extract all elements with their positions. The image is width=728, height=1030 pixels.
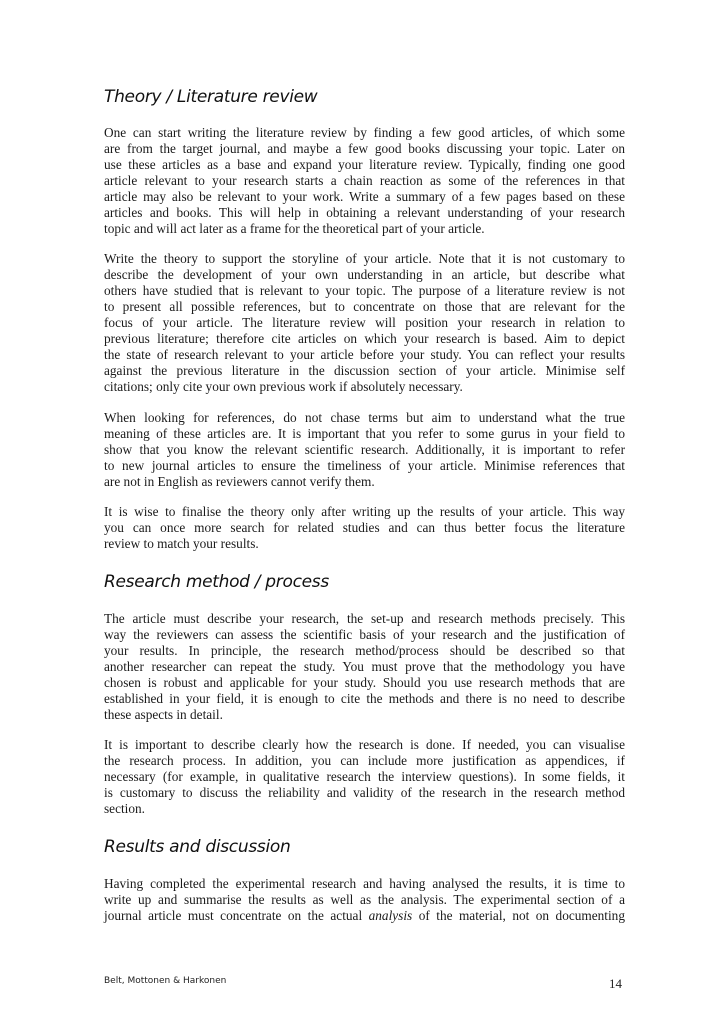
text-line: article relevant to your research starts a chain reaction as some of the references in that xyxy=(104,173,625,188)
text-line: citations; only cite your own previous work if absolutely necessary. xyxy=(104,379,463,394)
text-line: articles and books. This will help in obtaining a relevant understanding of your research xyxy=(104,205,625,220)
text-line: previous literature; therefore cite articles on which your research is based. Aim to depict xyxy=(104,331,625,346)
text-line: topic and will act later as a frame for the theoretical part of your article. xyxy=(104,221,485,236)
text-line: meaning of these articles are. It is important that you refer to some gurus in your field to xyxy=(104,426,625,441)
text-line xyxy=(104,908,625,924)
section-heading-results: Results and discussion xyxy=(104,837,291,857)
paragraph xyxy=(104,611,625,723)
text-line: describe the development of your own understanding in an article, but describe what xyxy=(104,267,625,282)
text-line: are not in English as reviewers cannot verify them. xyxy=(104,474,375,489)
text-line: show that you know the relevant scientific research. Additionally, it is important to refer xyxy=(104,442,625,457)
paragraph xyxy=(104,504,625,552)
text-line: section. xyxy=(104,801,145,816)
text-line: others have studied that is relevant to your topic. The purpose of a literature review is not xyxy=(104,283,625,298)
text-line: way the reviewers can assess the scientific basis of your research and the justification of xyxy=(104,627,625,642)
text-line: these aspects in detail. xyxy=(104,707,223,722)
section-heading-research-method: Research method / process xyxy=(104,572,329,592)
text-line: When looking for references, do not chase terms but aim to understand what the true xyxy=(104,410,625,425)
text-line: article may also be relevant to your work. Write a summary of a few pages based on these xyxy=(104,189,625,204)
text-line: use these articles as a base and expand your literature review. Typically, finding one good xyxy=(104,157,625,172)
text-line: are from the target journal, and maybe a few good books discussing your topic. Later on xyxy=(104,141,625,156)
text-line: It is wise to finalise the theory only after writing up the results of your article. This way xyxy=(104,504,625,519)
emphasized-text: analysis xyxy=(368,908,413,923)
text-line: is customary to discuss the reliability and validity of the research in the research method xyxy=(104,785,625,800)
text-line: to present all possible references, but to concentrate on those that are relevant for the xyxy=(104,299,625,314)
paragraph xyxy=(104,125,625,237)
text-line: chosen is robust and applicable for your study. Should you use research methods that are xyxy=(104,675,625,690)
text-line: The article must describe your research, the set-up and research methods precisely. This xyxy=(104,611,625,626)
text-line: to new journal articles to ensure the timeliness of your article. Minimise references that xyxy=(104,458,625,473)
paragraph xyxy=(104,737,625,817)
text-line: necessary (for example, in qualitative research the interview questions). In some fields, it xyxy=(104,769,625,784)
paragraph xyxy=(104,251,625,395)
text-line: One can start writing the literature review by finding a few good articles, of which some xyxy=(104,125,625,140)
footer-authors: Belt, Mottonen & Harkonen xyxy=(104,976,227,986)
text-segment: journal article must concentrate on the actual xyxy=(104,908,369,923)
text-line: the state of research relevant to your article before your study. You can reflect your results xyxy=(104,347,625,362)
text-segment: of the material, not on documenting xyxy=(412,908,625,923)
text-line: another researcher can repeat the study. You must prove that the methodology you have xyxy=(104,659,625,674)
text-line: review to match your results. xyxy=(104,536,259,551)
text-line: against the previous literature in the discussion section of your article. Minimise self xyxy=(104,363,625,378)
section-heading-theory: Theory / Literature review xyxy=(104,87,318,107)
text-line: Write the theory to support the storyline of your article. Note that it is not customary to xyxy=(104,251,625,266)
text-line: It is important to describe clearly how the research is done. If needed, you can visualise xyxy=(104,737,625,752)
page-number: 14 xyxy=(609,976,622,991)
text-line: you can once more search for related studies and can thus better focus the literature xyxy=(104,520,625,535)
text-line: the research process. In addition, you can include more justification as appendices, if xyxy=(104,753,625,768)
text-line: your results. In principle, the research method/process should be described so that xyxy=(104,643,625,658)
text-line: Having completed the experimental research and having analysed the results, it is time to xyxy=(104,876,625,891)
text-line: write up and summarise the results as well as the analysis. The experimental section of a xyxy=(104,892,625,907)
text-line: focus of your article. The literature review will position your research in relation to xyxy=(104,315,625,330)
paragraph xyxy=(104,410,625,490)
paragraph xyxy=(104,876,625,924)
text-line: established in your field, it is enough to cite the methods and there is no need to describe xyxy=(104,691,625,706)
